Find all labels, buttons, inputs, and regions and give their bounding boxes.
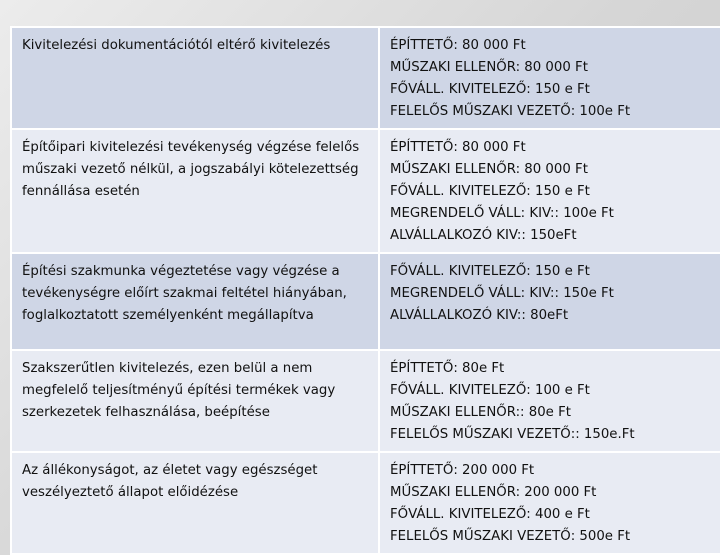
penalty-cell xyxy=(379,253,720,350)
violation-text: Az állékonyságot, az életet vagy egészséget veszélyeztető állapot előidézése xyxy=(22,463,318,500)
penalty-cell xyxy=(379,350,720,452)
fines-table xyxy=(10,26,720,555)
penalty-line: FŐVÁLL. KIVITELEZŐ: 150 e Ft xyxy=(390,264,590,279)
penalty-line: ÉPÍTTETŐ: 200 000 Ft xyxy=(390,463,535,478)
penalty-cell xyxy=(379,452,720,554)
penalty-line: MEGRENDELŐ VÁLL: KIV:: 100e Ft xyxy=(390,206,614,221)
violation-cell xyxy=(11,27,379,129)
penalty-line: FELELŐS MŰSZAKI VEZETŐ: 500e Ft xyxy=(390,529,631,544)
penalty-line: FŐVÁLL. KIVITELEZŐ: 400 e Ft xyxy=(390,507,590,522)
penalty-line: MŰSZAKI ELLENŐR: 80 000 Ft xyxy=(390,162,588,177)
penalty-line: ALVÁLLALKOZÓ KIV:: 80eFt xyxy=(390,308,569,323)
penalty-cell xyxy=(379,129,720,253)
table-row xyxy=(11,27,720,129)
table-row xyxy=(11,452,720,554)
penalty-line: FŐVÁLL. KIVITELEZŐ: 100 e Ft xyxy=(390,383,590,398)
violation-cell xyxy=(11,253,379,350)
violation-cell xyxy=(11,350,379,452)
penalty-line: ÉPÍTTETŐ: 80 000 Ft xyxy=(390,38,526,53)
penalty-line: MŰSZAKI ELLENŐR:: 80e Ft xyxy=(390,405,571,420)
penalty-line: FELELŐS MŰSZAKI VEZETŐ:: 150e.Ft xyxy=(390,427,635,442)
penalty-line: MŰSZAKI ELLENŐR: 80 000 Ft xyxy=(390,60,588,75)
violation-text: Építési szakmunka végeztetése vagy végzése a tevékenységre előírt szakmai feltétel hiányában, foglalkoztatott személyenként megállapítva xyxy=(22,264,347,323)
violation-cell xyxy=(11,129,379,253)
penalty-line: MEGRENDELŐ VÁLL: KIV:: 150e Ft xyxy=(390,286,614,301)
violation-cell xyxy=(11,452,379,554)
penalty-cell xyxy=(379,27,720,129)
penalty-line: ÉPÍTTETŐ: 80e Ft xyxy=(390,361,505,376)
penalty-line: ALVÁLLALKOZÓ KIV:: 150eFt xyxy=(390,228,577,243)
penalty-line: FELELŐS MŰSZAKI VEZETŐ: 100e Ft xyxy=(390,104,631,119)
table-row xyxy=(11,253,720,350)
violation-text: Kivitelezési dokumentációtól eltérő kivitelezés xyxy=(22,38,331,53)
violation-text: Szakszerűtlen kivitelezés, ezen belül a nem megfelelő teljesítményű építési termékek vagy szerkezetek felhasználása, beépítése xyxy=(22,361,336,420)
penalty-line: FŐVÁLL. KIVITELEZŐ: 150 e Ft xyxy=(390,82,590,97)
table-row xyxy=(11,350,720,452)
table-row xyxy=(11,129,720,253)
penalty-line: FŐVÁLL. KIVITELEZŐ: 150 e Ft xyxy=(390,184,590,199)
penalty-line: MŰSZAKI ELLENŐR: 200 000 Ft xyxy=(390,485,597,500)
penalty-line: ÉPÍTTETŐ: 80 000 Ft xyxy=(390,140,526,155)
violation-text: Építőipari kivitelezési tevékenység végzése felelős műszaki vezető nélkül, a jogszabályi kötelezettség fennállása esetén xyxy=(22,140,360,199)
